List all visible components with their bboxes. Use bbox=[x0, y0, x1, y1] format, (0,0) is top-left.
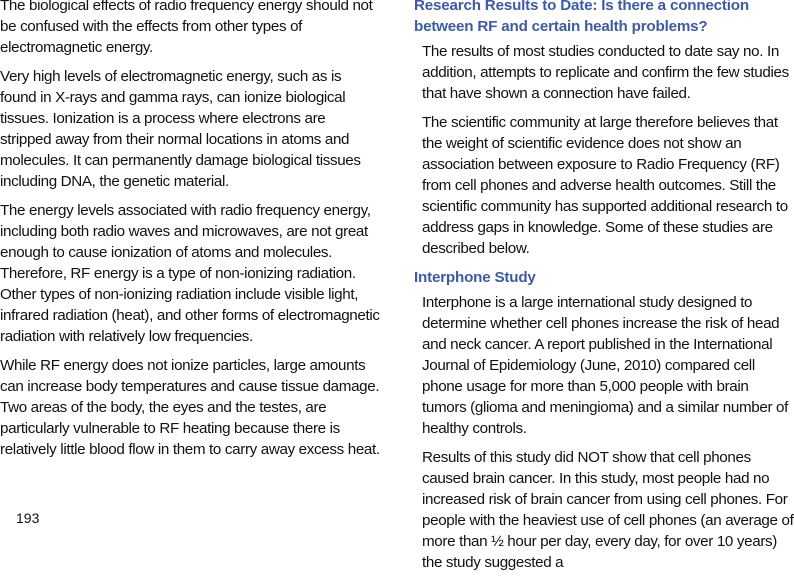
right-column bbox=[414, 0, 794, 581]
section-heading-research-results: Research Results to Date: Is there a connection between RF and certain health problems? bbox=[414, 0, 749, 35]
body-paragraph: The energy levels associated with radio frequency energy, including both radio waves and microwaves, are not great enough to cause ionization of atoms and molecules. Therefore, RF energy is a type of non-ionizing radiation. Other types of non-ionizing radiation include visible light, infrared radiation (heat), and other forms of electromagnetic radiation with relatively low frequencies. bbox=[0, 202, 380, 345]
body-paragraph: The scientific community at large therefore believes that the weight of scientific evidence does not show an association between exposure to Radio Frequency (RF) from cell phones and adverse health outcomes. Still the scientific community has supported additional research to address gaps in knowledge. Some of these studies are described below. bbox=[422, 114, 788, 257]
body-paragraph: The biological effects of radio frequency energy should not be confused with the effects from other types of electromagnetic energy. bbox=[0, 0, 373, 56]
left-column bbox=[0, 0, 380, 468]
body-paragraph: While RF energy does not ionize particles, large amounts can increase body temperatures and cause tissue damage. Two areas of the body, the eyes and the testes, are particularly vulnerable to RF heating because there is relatively little blood flow in them to carry away excess heat. bbox=[0, 357, 380, 458]
body-paragraph: Interphone is a large international study designed to determine whether cell phones increase the risk of head and neck cancer. A report published in the International Journal of Epidemiology (June, 2010) compared cell phone usage for more than 5,000 people with brain tumors (glioma and meningioma) and a similar number of healthy controls. bbox=[422, 294, 789, 437]
body-paragraph: The results of most studies conducted to date say no. In addition, attempts to replicate and confirm the few studies that have shown a connection have failed. bbox=[422, 43, 789, 102]
page-number: 193 bbox=[16, 510, 40, 526]
body-paragraph: Very high levels of electromagnetic energy, such as is found in X-rays and gamma rays, can ionize biological tissues. Ionization is a process where electrons are stripped away from their normal locations in atoms and molecules. It can permanently damage biological tissues including DNA, the genetic material. bbox=[0, 68, 361, 190]
body-paragraph: Results of this study did NOT show that cell phones caused brain cancer. In this study, most people had no increased risk of brain cancer from using cell phones. For people with the heaviest use of cell phones (an average of more than ½ hour per day, every day, for over 10 years) the study suggested a bbox=[422, 449, 794, 571]
section-heading-interphone-study: Interphone Study bbox=[414, 269, 536, 286]
